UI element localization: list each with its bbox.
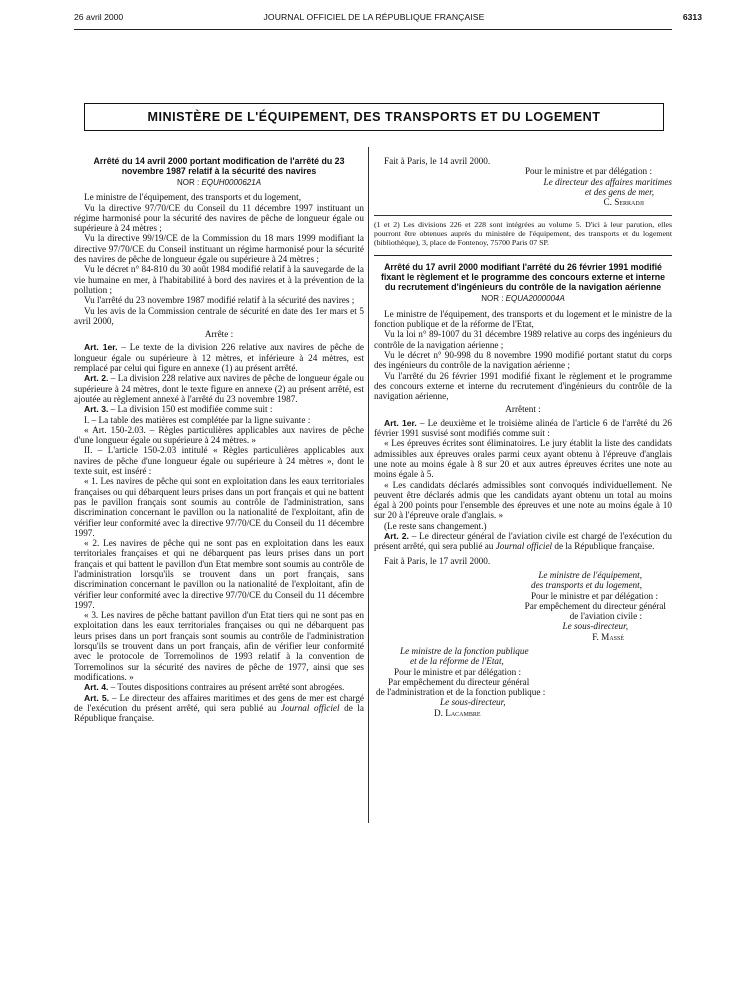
header-title: JOURNAL OFFICIEL DE LA RÉPUBLIQUE FRANÇAISE <box>263 12 485 22</box>
signatory-name: D. Lacambre <box>434 707 481 718</box>
paragraph: II. – L'article 150-2.03 intitulé « Règles particulières applicables aux navires de pêche d'une longueur égale ou supérieure à 24 mètres », dont le texte suit, est inséré : <box>74 445 364 477</box>
footnote: (1 et 2) Les divisions 226 et 228 sont intégrées au volume 5. D'ici à leur parution, elles pourront être obtenues auprès du ministère de l'équipement, des transports et du logement (bibliothèque), 3, place de Fontenoy, 75700 Paris 07 SP. <box>374 220 672 248</box>
arretent-heading: Arrêtent : <box>505 404 541 415</box>
header-page-number: 6313 <box>682 12 702 22</box>
article-2: Art. 2. – La division 228 relative aux navires de pêche de longueur égale ou supérieure à 24 mètres, dont le texte figure en annexe (2) au présent arrêté, est ajoutée au règlement annexé à l'arrêté du 23 novembre 1987. <box>74 373 364 404</box>
nor-reference-1: NOR : EQUH0000621A <box>176 178 262 187</box>
signature-line: des transports et du logement, <box>530 580 642 591</box>
section-rule <box>374 255 672 256</box>
paragraph: Vu le décret n° 84-810 du 30 août 1984 modifié relatif à la sauvegarde de la vie humaine en mer, à l'habitabilité à bord des navires et à la prévention de la pollution ; <box>74 264 364 295</box>
signature-line: Le ministre de l'équipement, <box>538 569 642 580</box>
paragraph: Vu la loi n° 89-1007 du 31 décembre 1989 relative au corps des ingénieurs du contrôle de la navigation aérienne ; <box>374 329 672 350</box>
paragraph: Vu le décret n° 90-998 du 8 novembre 1990 modifié portant statut du corps des ingénieurs du contrôle de la navigation aérienne ; <box>374 349 672 371</box>
quote: « 1. Les navires de pêche qui sont en exploitation dans les eaux territoriales françaises ou qui débarquent leurs prises dans un port français et qui ne battent pas le pavillon français sont soumis au contrôle de l'administration, sans discrimination concernant le pavillon ou la nationalité de l'exploitant, afin de vérifier leur conformité avec la directive 97/70/CE du Conseil du 11 décembre 1997. <box>74 476 364 538</box>
footnote-rule <box>374 215 672 216</box>
signature-line: Par empêchement du directeur général <box>388 676 530 687</box>
article-2: Art. 2. – Le directeur général de l'aviation civile est chargé de l'exécution du présent arrêté, qui sera publié au Journal officiel de la République française. <box>374 531 672 552</box>
signature-line: de l'aviation civile : <box>569 611 642 622</box>
ministry-banner: MINISTÈRE DE L'ÉQUIPEMENT, DES TRANSPORTS ET DU LOGEMENT <box>84 103 664 131</box>
paragraph: Le ministre de l'équipement, des transports et du logement et le ministre de la fonction publique et de la réforme de l'Etat, <box>374 308 672 330</box>
right-column <box>374 156 672 718</box>
article-3: Art. 3. – La division 150 est modifiée comme suit : <box>84 404 273 415</box>
article-4: Art. 4. – Toutes dispositions contraires au présent arrêté sont abrogées. <box>84 682 345 693</box>
signature-line: et de la réforme de l'Etat, <box>410 656 504 667</box>
article-5: Art. 5. – Le directeur des affaires maritimes et des gens de mer est chargé de l'exécution du présent arrêté, qui sera publié au Journal officiel de la République française. <box>74 692 364 724</box>
paragraph: Le ministre de l'équipement, des transports et du logement, <box>84 192 301 203</box>
paragraph: Vu les avis de la Commission centrale de sécurité en date des 1er mars et 5 avril 2000, <box>74 305 364 326</box>
left-column <box>74 156 364 723</box>
signature-line: Pour le ministre et par délégation : <box>394 666 522 677</box>
signature-line: Par empêchement du directeur général <box>524 600 666 611</box>
signatory-name: C. Serradji <box>603 197 644 208</box>
quote: « 3. Les navires de pêche battant pavillon d'un Etat tiers qui ne sont pas en exploitation dans les eaux territoriales françaises ou qui ne débarquent pas leurs prises dans un port français sont soumis au contrôle de l'administration lorsqu'ils se trouvent dans un port français, afin de vérifier leur conformité avec le protocole de Torremolinos de 1993 relatif à la convention de Torremolinos sur la sécurité des navires de pêche de 1977, ainsi que ses modifications. » <box>74 610 364 682</box>
paragraph: I. – La table des matières est complétée par la ligne suivante : <box>84 414 311 425</box>
header-date: 26 avril 2000 <box>74 12 124 22</box>
quote: « Art. 150-2.03. – Règles particulières applicables aux navires de pêche d'une longueur égale ou supérieure à 24 mètres. » <box>74 424 364 446</box>
paragraph: Vu la directive 99/19/CE de la Commission du 18 mars 1999 modifiant la directive 97/70/CE du Conseil instituant un régime harmonisé pour la sécurité des navires de pêche de longueur égale ou supérieure à 24 mètres ; <box>74 233 364 265</box>
quote: « Les candidats déclarés admissibles sont convoqués individuellement. Ne peuvent être déclarés admis que les candidats ayant obtenu un total au moins égal à 200 points pour l'ensemble des épreuves et une note au moins égale à 10 sur 20 à l'épreuve orale d'anglais. » <box>374 479 672 521</box>
arrete-heading: Arrête : <box>204 329 234 340</box>
article-1: Art. 1er. – Le deuxième et le troisième alinéa de l'article 6 de l'arrêté du 26 février 1991 susvisé sont modifiés comme suit : <box>374 417 672 439</box>
signature-line: Le directeur des affaires maritimes <box>543 176 672 187</box>
header-rule <box>74 29 672 30</box>
decree-title-1: Arrêté du 14 avril 2000 portant modification de l'arrêté du 23 novembre 1987 relatif à la sécurité des navires <box>93 156 345 176</box>
signature-line: Pour le ministre et par délégation : <box>524 166 652 177</box>
signature-line: Le sous-directeur, <box>562 621 628 632</box>
quote: « 2. Les navires de pêche qui ne sont pas en exploitation dans les eaux territoriales françaises et qui ne débarquent pas leurs prises dans un port français et qui battent le pavillon d'un Etat membre sont soumis au contrôle de l'administration lorsqu'ils se trouvent dans un port français, sans discrimination concernant le pavillon ou la nationalité de l'exploitant, afin de vérifier leur conformité avec la directive 97/70/CE du Conseil du 11 décembre 1997. <box>74 538 364 610</box>
signature-line: Le sous-directeur, <box>440 697 506 708</box>
paragraph: Vu l'arrêté du 26 février 1991 modifié fixant le règlement et le programme des concours externe et interne du recrutement d'ingénieurs du contrôle de la navigation aérienne, <box>374 370 672 402</box>
paragraph: Vu la directive 97/70/CE du Conseil du 11 décembre 1997 instituant un régime harmonisé pour la sécurité des navires de pêche de longueur égale ou supérieure à 24 mètres ; <box>74 202 364 234</box>
paragraph: (Le reste sans changement.) <box>384 520 487 531</box>
signature-line: de l'administration et de la fonction publique : <box>376 687 546 698</box>
quote: « Les épreuves écrites sont éliminatoires. Le jury établit la liste des candidats admissibles aux épreuves orales parmi ceux ayant obtenu à l'épreuve d'anglais une note au moins égale à 8 sur 20 et aux autres épreuves écrites une note au moins égale à 5. <box>374 438 672 480</box>
signature-line: Le ministre de la fonction publique <box>400 645 529 656</box>
paragraph: Vu l'arrêté du 23 novembre 1987 modifié relatif à la sécurité des navires ; <box>84 295 355 306</box>
column-divider <box>368 147 369 823</box>
signature-line: Pour le ministre et par délégation : <box>530 590 658 601</box>
article-1: Art. 1er. – Le texte de la division 226 relative aux navires de pêche de longueur égale ou supérieure à 12 mètres, et inférieure à 24 mètres, est remplacé par celui qui figure en annexe (1) au présent arrêté. <box>74 342 364 374</box>
fait-a-paris-2: Fait à Paris, le 17 avril 2000. <box>384 555 491 566</box>
nor-reference-2: NOR : EQUA2000004A <box>481 294 565 304</box>
signature-line: et des gens de mer, <box>584 186 654 197</box>
decree-title-2: Arrêté du 17 avril 2000 modifiant l'arrêté du 26 février 1991 modifié fixant le règlement et le programme des concours externe et interne du recrutement d'ingénieurs du contrôle de la navigation aérienne <box>380 262 666 293</box>
running-header <box>0 12 748 28</box>
signatory-name: F. Massé <box>592 631 624 642</box>
fait-a-paris-1: Fait à Paris, le 14 avril 2000. <box>384 156 491 166</box>
